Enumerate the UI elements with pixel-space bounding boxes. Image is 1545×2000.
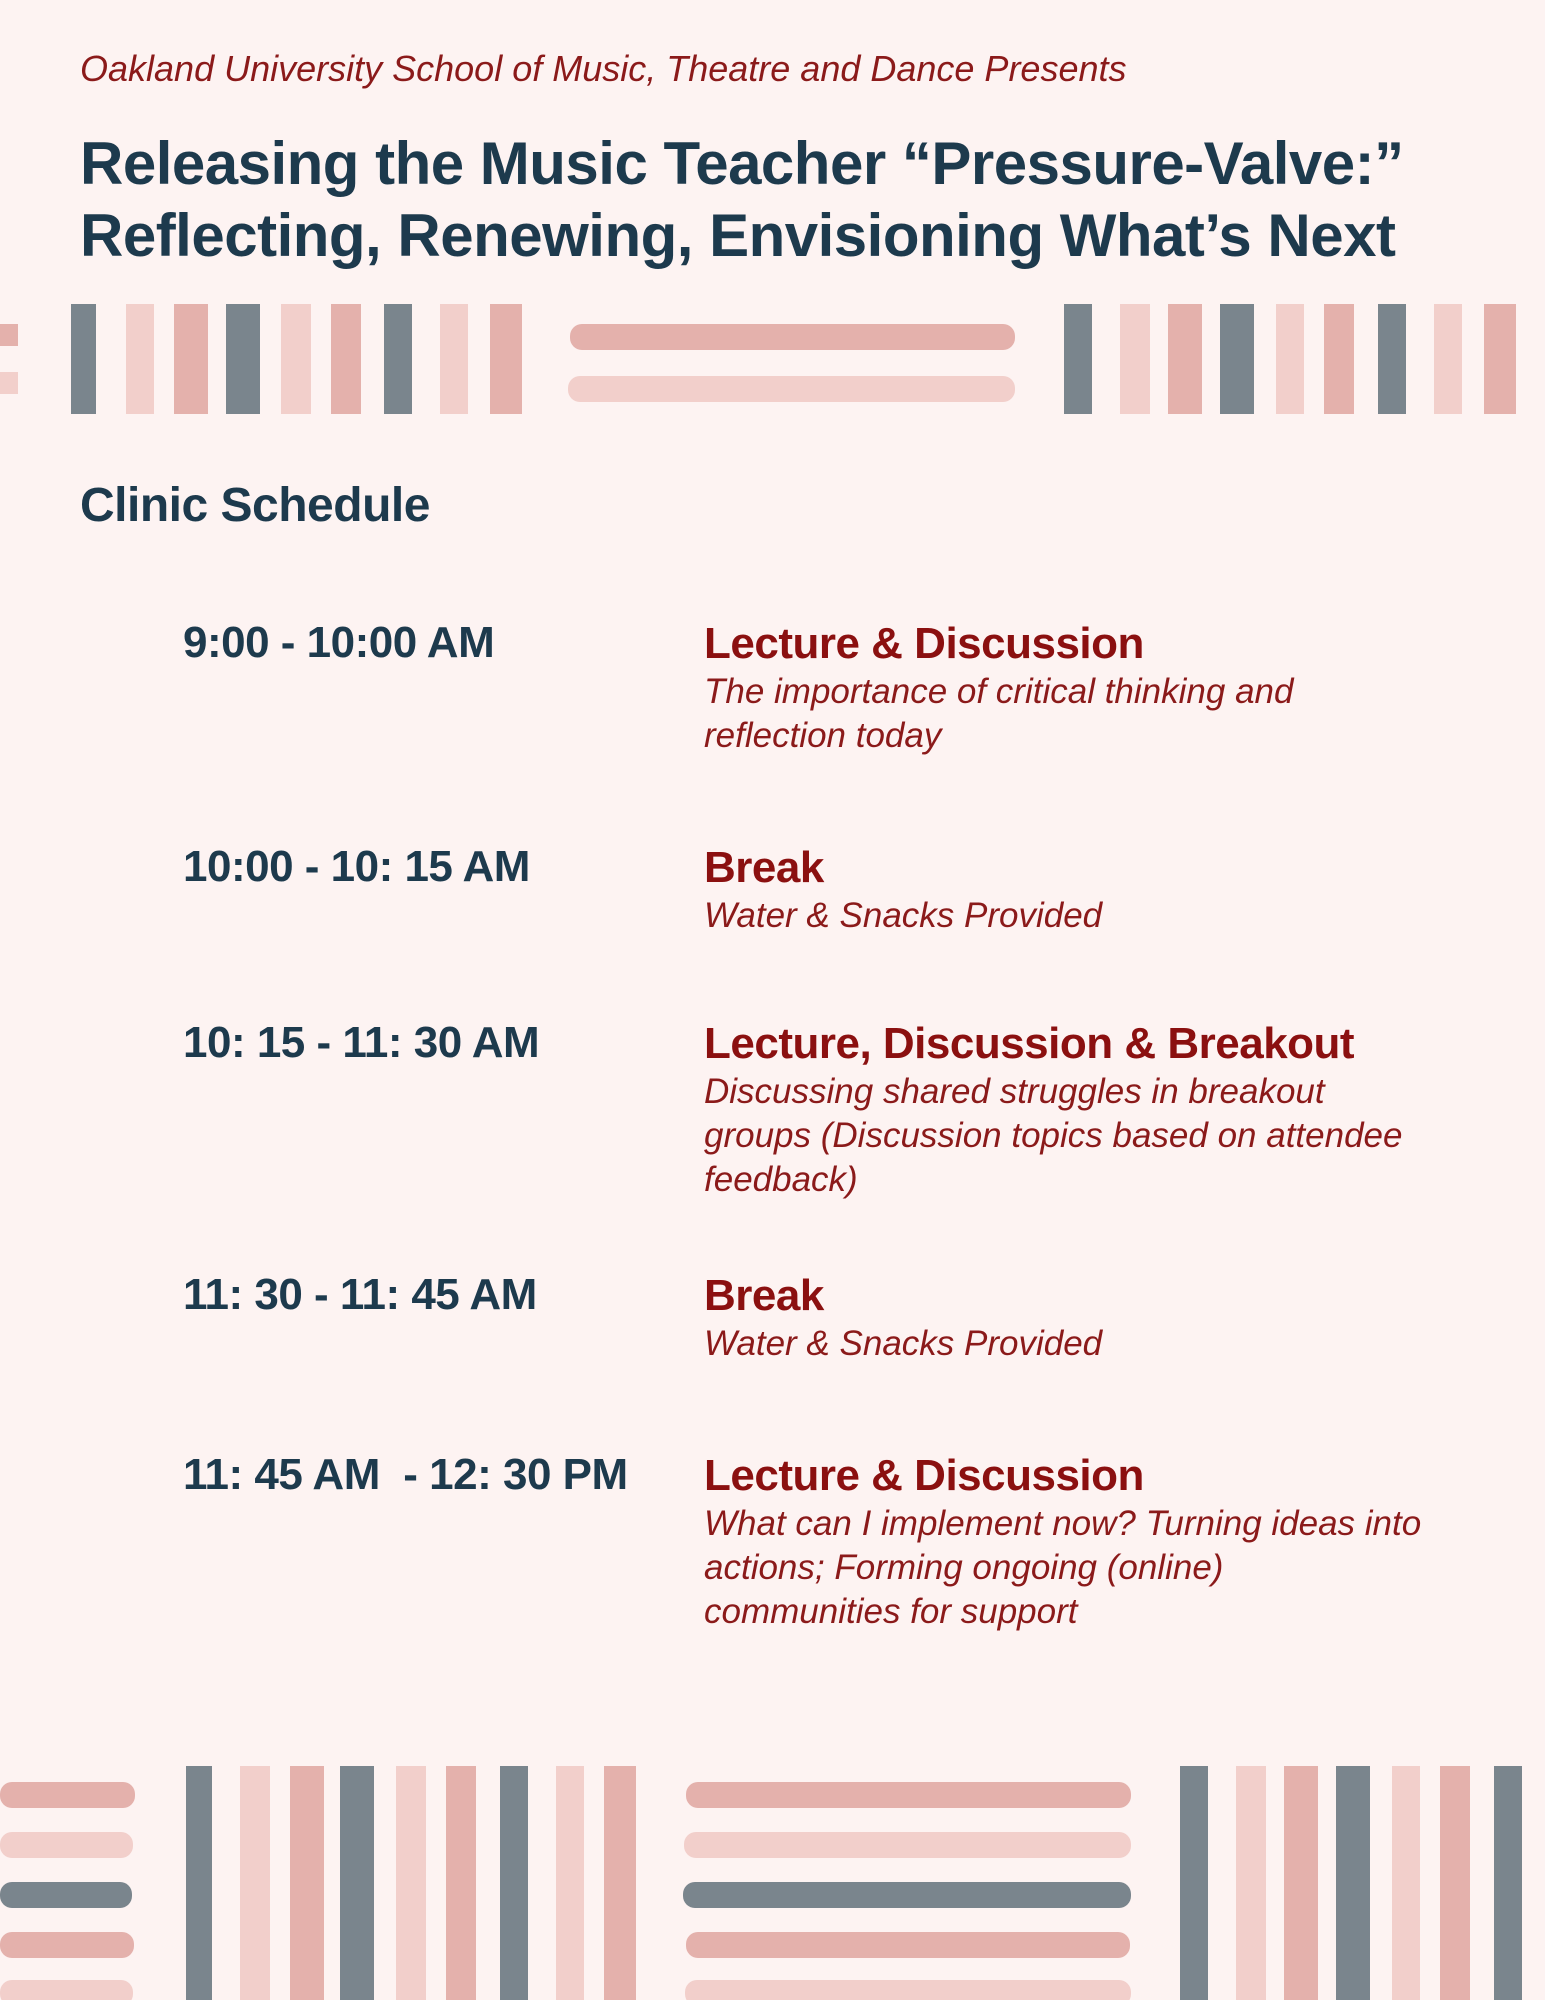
schedule-item <box>704 842 1424 938</box>
schedule-item <box>704 618 1424 758</box>
schedule-item <box>704 1270 1424 1366</box>
schedule-item-title: Break <box>704 1271 824 1320</box>
schedule-item <box>704 1450 1424 1634</box>
title-line-2: Reflecting, Renewing, Envisioning What’s Next <box>80 202 1396 269</box>
schedule-item-title: Break <box>704 843 824 892</box>
schedule-item-title: Lecture, Discussion & Breakout <box>704 1019 1355 1068</box>
section-heading: Clinic Schedule <box>80 479 430 532</box>
schedule-item-description: Discussing shared struggles in breakout groups (Discussion topics based on attendee feedback) <box>704 1072 1403 1199</box>
schedule-time: 9:00 - 10:00 AM <box>183 618 495 667</box>
top-stripe-band <box>0 300 1545 418</box>
schedule-item <box>704 1018 1424 1202</box>
schedule-time: 10: 15 - 11: 30 AM <box>183 1018 540 1067</box>
schedule-time: 11: 45 AM - 12: 30 PM <box>183 1450 628 1499</box>
schedule-time: 11: 30 - 11: 45 AM <box>183 1270 537 1319</box>
schedule-time: 10:00 - 10: 15 AM <box>183 842 530 891</box>
schedule-item-description: Water & Snacks Provided <box>704 1324 1103 1363</box>
schedule-item-title: Lecture & Discussion <box>704 1451 1144 1500</box>
presenter-line: Oakland University School of Music, Theatre and Dance Presents <box>80 48 1127 89</box>
bottom-stripe-band <box>0 1766 1545 2000</box>
schedule-item-title: Lecture & Discussion <box>704 619 1144 668</box>
schedule-item-description: What can I implement now? Turning ideas into actions; Forming ongoing (online) communities for support <box>704 1504 1422 1631</box>
title-line-1: Releasing the Music Teacher “Pressure-Valve:” <box>80 130 1404 197</box>
schedule-item-description: Water & Snacks Provided <box>704 896 1103 935</box>
page-title <box>80 128 1500 272</box>
schedule-item-description: The importance of critical thinking and reflection today <box>704 672 1294 755</box>
